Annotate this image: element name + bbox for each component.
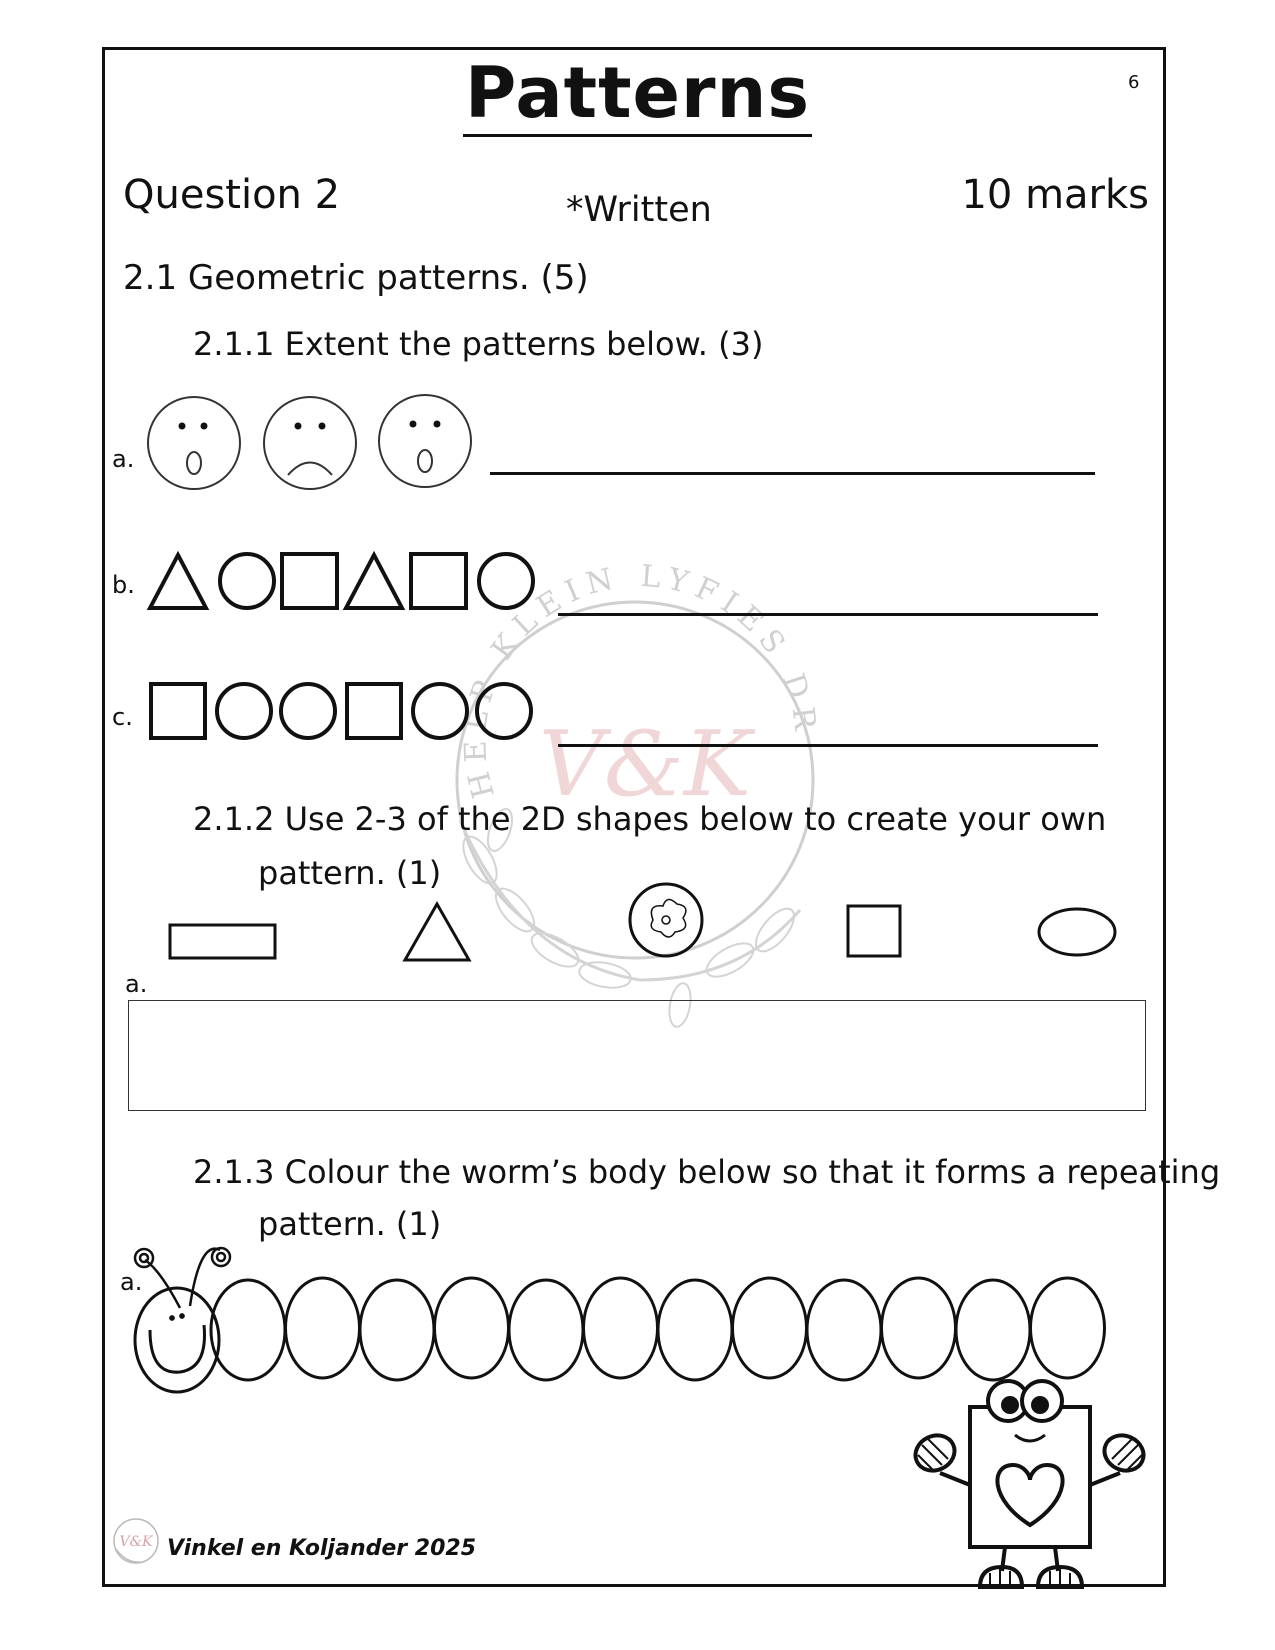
shapes-pattern-b	[145, 550, 540, 612]
square-icon	[411, 554, 466, 608]
circle-icon	[220, 554, 274, 608]
instruction-2-1-2-cont: pattern. (1)	[258, 854, 442, 892]
worm-body-segment[interactable]	[658, 1280, 732, 1380]
circle-icon	[477, 684, 531, 738]
worm-body-segment[interactable]	[211, 1280, 285, 1380]
triangle-icon	[150, 555, 206, 608]
worm-body-segment[interactable]	[509, 1280, 583, 1380]
circle-icon	[281, 684, 335, 738]
circle-icon	[413, 684, 467, 738]
instruction-2-1-3: 2.1.3 Colour the worm’s body below so that it forms a repeating	[193, 1153, 1221, 1191]
page-title: Patterns	[0, 52, 1275, 134]
section-heading-2-1: 2.1 Geometric patterns. (5)	[123, 258, 589, 298]
square-icon	[347, 684, 401, 738]
faces-pattern	[140, 390, 480, 500]
oval-icon	[1039, 909, 1115, 955]
shapes-pattern-c	[148, 680, 543, 742]
watermark-ring-text: HELP KLEIN LYFIES DROOM	[420, 553, 823, 802]
page-number: 6	[1128, 72, 1140, 93]
sad-face-icon	[264, 397, 356, 489]
question-number: Question 2	[123, 172, 341, 218]
footer-logo-icon	[110, 1515, 162, 1567]
worm-body-segment[interactable]	[807, 1280, 881, 1380]
circle-icon	[479, 554, 533, 608]
watermark-monogram: V&K	[538, 712, 752, 817]
question-marks: 10 marks	[961, 172, 1149, 218]
pattern-answer-box[interactable]	[128, 1000, 1146, 1111]
row-c-label: c.	[112, 703, 133, 731]
circle-icon	[630, 884, 702, 956]
rectangle-icon	[170, 925, 275, 958]
triangle-icon	[346, 555, 402, 608]
antenna-right	[190, 1249, 220, 1306]
row-b-label: b.	[112, 571, 135, 599]
footer-credit: Vinkel en Koljander 2025	[167, 1536, 477, 1561]
worm-body-segment[interactable]	[1031, 1278, 1105, 1378]
worm-body-segment[interactable]	[956, 1280, 1030, 1380]
svg-text:V&K: V&K	[119, 1534, 153, 1550]
answer-label-2-1-2: a.	[125, 970, 148, 998]
square-icon	[848, 906, 900, 956]
worm-body-segment[interactable]	[286, 1278, 360, 1378]
instruction-2-1-2: 2.1.2 Use 2-3 of the 2D shapes below to create your own	[193, 800, 1107, 838]
question-mode: *Written	[566, 190, 712, 230]
answer-line-a[interactable]	[490, 472, 1095, 475]
shape-choices	[160, 880, 1125, 970]
triangle-icon	[405, 904, 469, 960]
worm-body-segment[interactable]	[733, 1278, 807, 1378]
square-icon	[282, 554, 337, 608]
instruction-2-1-1: 2.1.1 Extent the patterns below. (3)	[193, 325, 764, 363]
worm-illustration[interactable]	[130, 1200, 1150, 1375]
surprised-face-icon	[379, 395, 471, 487]
worm-body-segment[interactable]	[584, 1278, 658, 1378]
surprised-face-icon	[148, 397, 240, 489]
answer-line-c[interactable]	[558, 744, 1098, 747]
circle-icon	[217, 684, 271, 738]
heart-icon	[997, 1465, 1062, 1525]
worm-body-segment[interactable]	[360, 1280, 434, 1380]
square-icon	[151, 684, 205, 738]
answer-line-b[interactable]	[558, 613, 1098, 616]
worm-body-segment[interactable]	[882, 1278, 956, 1378]
square-mascot-illustration	[910, 1375, 1150, 1595]
row-a-label: a.	[112, 445, 135, 473]
answer-label-2-1-3: a.	[120, 1268, 143, 1296]
instruction-2-1-3-cont: pattern. (1)	[258, 1205, 442, 1243]
worm-body-segment[interactable]	[435, 1278, 509, 1378]
